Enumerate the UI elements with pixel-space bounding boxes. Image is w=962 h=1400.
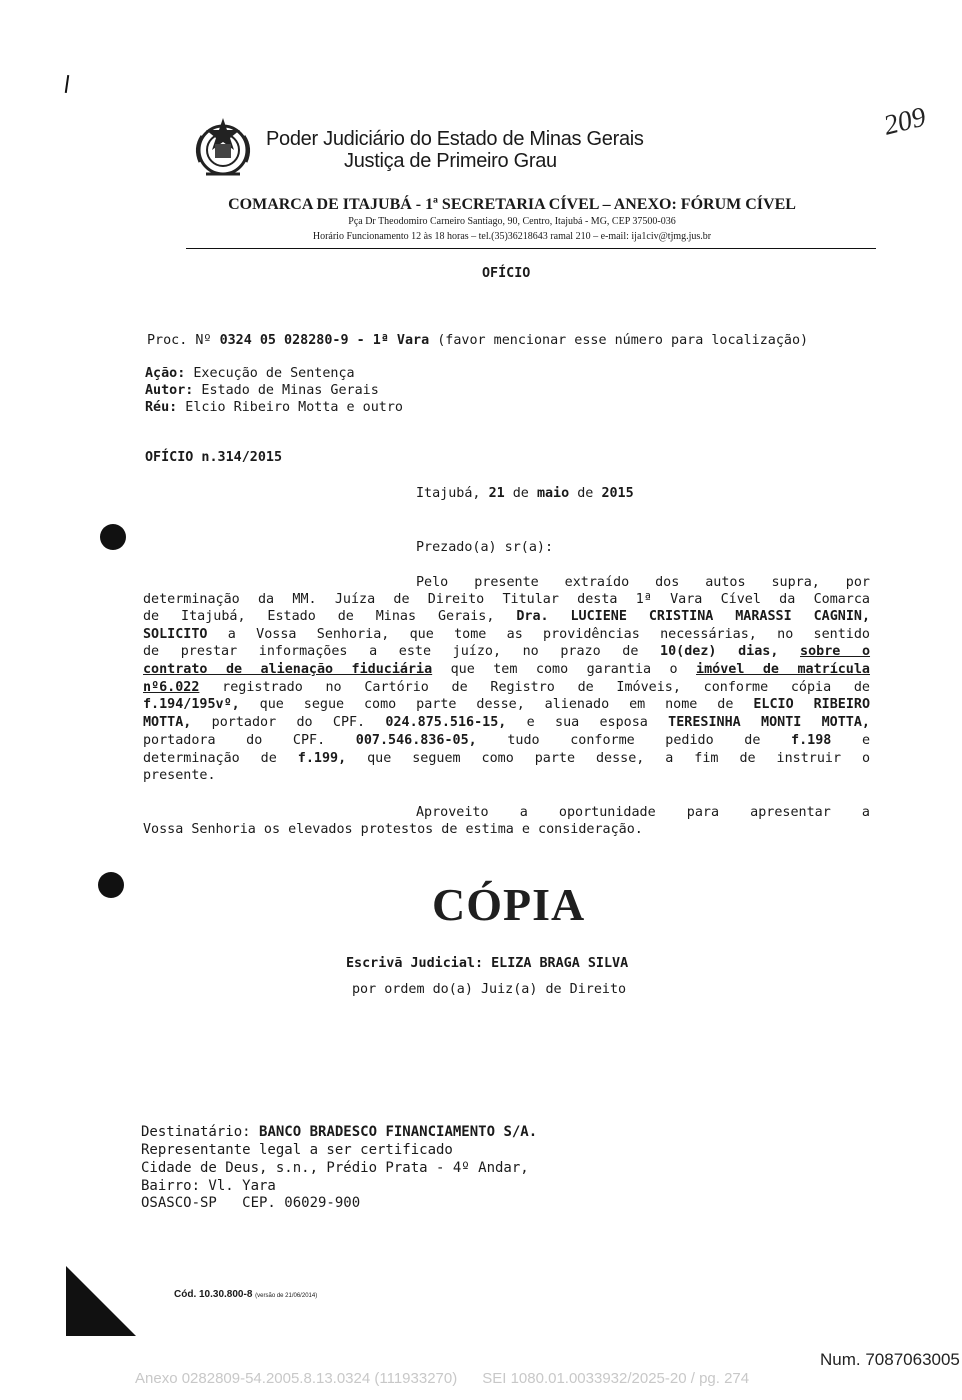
copy-stamp: CÓPIA bbox=[432, 879, 586, 930]
court-instance: Justiça de Primeiro Grau bbox=[344, 150, 557, 172]
scan-mark bbox=[65, 75, 69, 93]
oficio-number: OFÍCIO n.314/2015 bbox=[145, 450, 283, 465]
coat-of-arms-icon bbox=[188, 112, 258, 182]
case-plaintiff: Autor: Estado de Minas Gerais bbox=[145, 383, 379, 398]
document-type: OFÍCIO bbox=[482, 266, 531, 281]
handwritten-page-number: 209 bbox=[880, 101, 930, 142]
clerk-order: por ordem do(a) Juiz(a) de Direito bbox=[352, 982, 627, 997]
form-code: Cód. 10.30.800-8 (versão de 21/06/2014) bbox=[174, 1289, 318, 1300]
salutation: Prezado(a) sr(a): bbox=[416, 540, 554, 555]
punch-hole bbox=[100, 524, 126, 550]
date-line: Itajubá, 21 de maio de 2015 bbox=[416, 486, 634, 501]
court-hours: Horário Funcionamento 12 às 18 horas – tel.(35)36218643 ramal 210 – e-mail: ija1civ@tjmg.jus.br bbox=[312, 231, 712, 242]
punch-hole bbox=[98, 872, 124, 898]
corner-triangle-mark bbox=[66, 1266, 138, 1338]
header-divider bbox=[186, 248, 876, 249]
clerk-signature: Escrivã Judicial: ELIZA BRAGA SILVA bbox=[346, 956, 629, 971]
comarca-heading: COMARCA DE ITAJUBÁ - 1ª SECRETARIA CÍVEL – ANEXO: FÓRUM CÍVEL bbox=[228, 196, 796, 213]
court-name: Poder Judiciário do Estado de Minas Gerais bbox=[266, 128, 644, 150]
document-number: Num. 7087063005 bbox=[820, 1350, 960, 1369]
court-address: Pça Dr Theodomiro Carneiro Santiago, 90, Centro, Itajubá - MG, CEP 37500-036 bbox=[348, 216, 676, 227]
case-defendant: Réu: Elcio Ribeiro Motta e outro bbox=[145, 400, 403, 415]
case-action: Ação: Execução de Sentença bbox=[145, 366, 355, 381]
process-number-line: Proc. Nº 0324 05 028280-9 - 1ª Vara (favor mencionar esse número para localização) bbox=[147, 333, 809, 348]
annex-watermark: Anexo 0282809-54.2005.8.13.0324 (111933270) SEI 1080.01.0033932/2025-20 / pg. 274 bbox=[135, 1370, 750, 1387]
